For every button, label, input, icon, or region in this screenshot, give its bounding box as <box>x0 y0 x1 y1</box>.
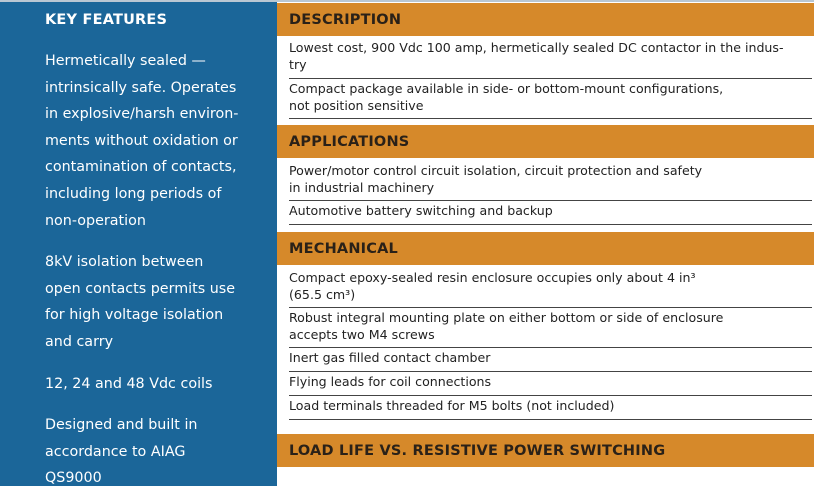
key-features-title: KEY FEATURES <box>45 12 168 28</box>
description-header: DESCRIPTION <box>277 3 814 36</box>
mechanical-row: Robust integral mounting plate on either bottom or side of enclosure accepts two M4 screws <box>289 310 812 348</box>
feature-paragraph: Hermetically sealed — intrinsically safe. Operates in explosive/harsh environ- ments without oxidation or contamination of contacts, including long periods of non-operation <box>45 53 239 229</box>
mechanical-row: Inert gas filled contact chamber <box>289 350 812 372</box>
applications-row: Power/motor control circuit isolation, circuit protection and safety in industrial machinery <box>289 163 812 201</box>
description-row: Compact package available in side- or bottom-mount configurations, not position sensitive <box>289 81 812 119</box>
applications-header: APPLICATIONS <box>277 125 814 158</box>
mechanical-row: Flying leads for coil connections <box>289 374 812 396</box>
feature-paragraph: 8kV isolation between open contacts permits use for high voltage isolation and carry <box>45 254 236 350</box>
feature-paragraph: Designed and built in accordance to AIAG QS9000 <box>45 417 198 487</box>
mechanical-row: Load terminals threaded for M5 bolts (not included) <box>289 398 812 420</box>
load-life-header: LOAD LIFE VS. RESISTIVE POWER SWITCHING <box>277 434 814 467</box>
applications-row: Automotive battery switching and backup <box>289 203 812 225</box>
description-row: Lowest cost, 900 Vdc 100 amp, hermetically sealed DC contactor in the indus- try <box>289 40 812 79</box>
mechanical-row: Compact epoxy-sealed resin enclosure occupies only about 4 in³ (65.5 cm³) <box>289 270 812 308</box>
feature-paragraph: 12, 24 and 48 Vdc coils <box>45 376 213 392</box>
mechanical-header: MECHANICAL <box>277 232 814 265</box>
